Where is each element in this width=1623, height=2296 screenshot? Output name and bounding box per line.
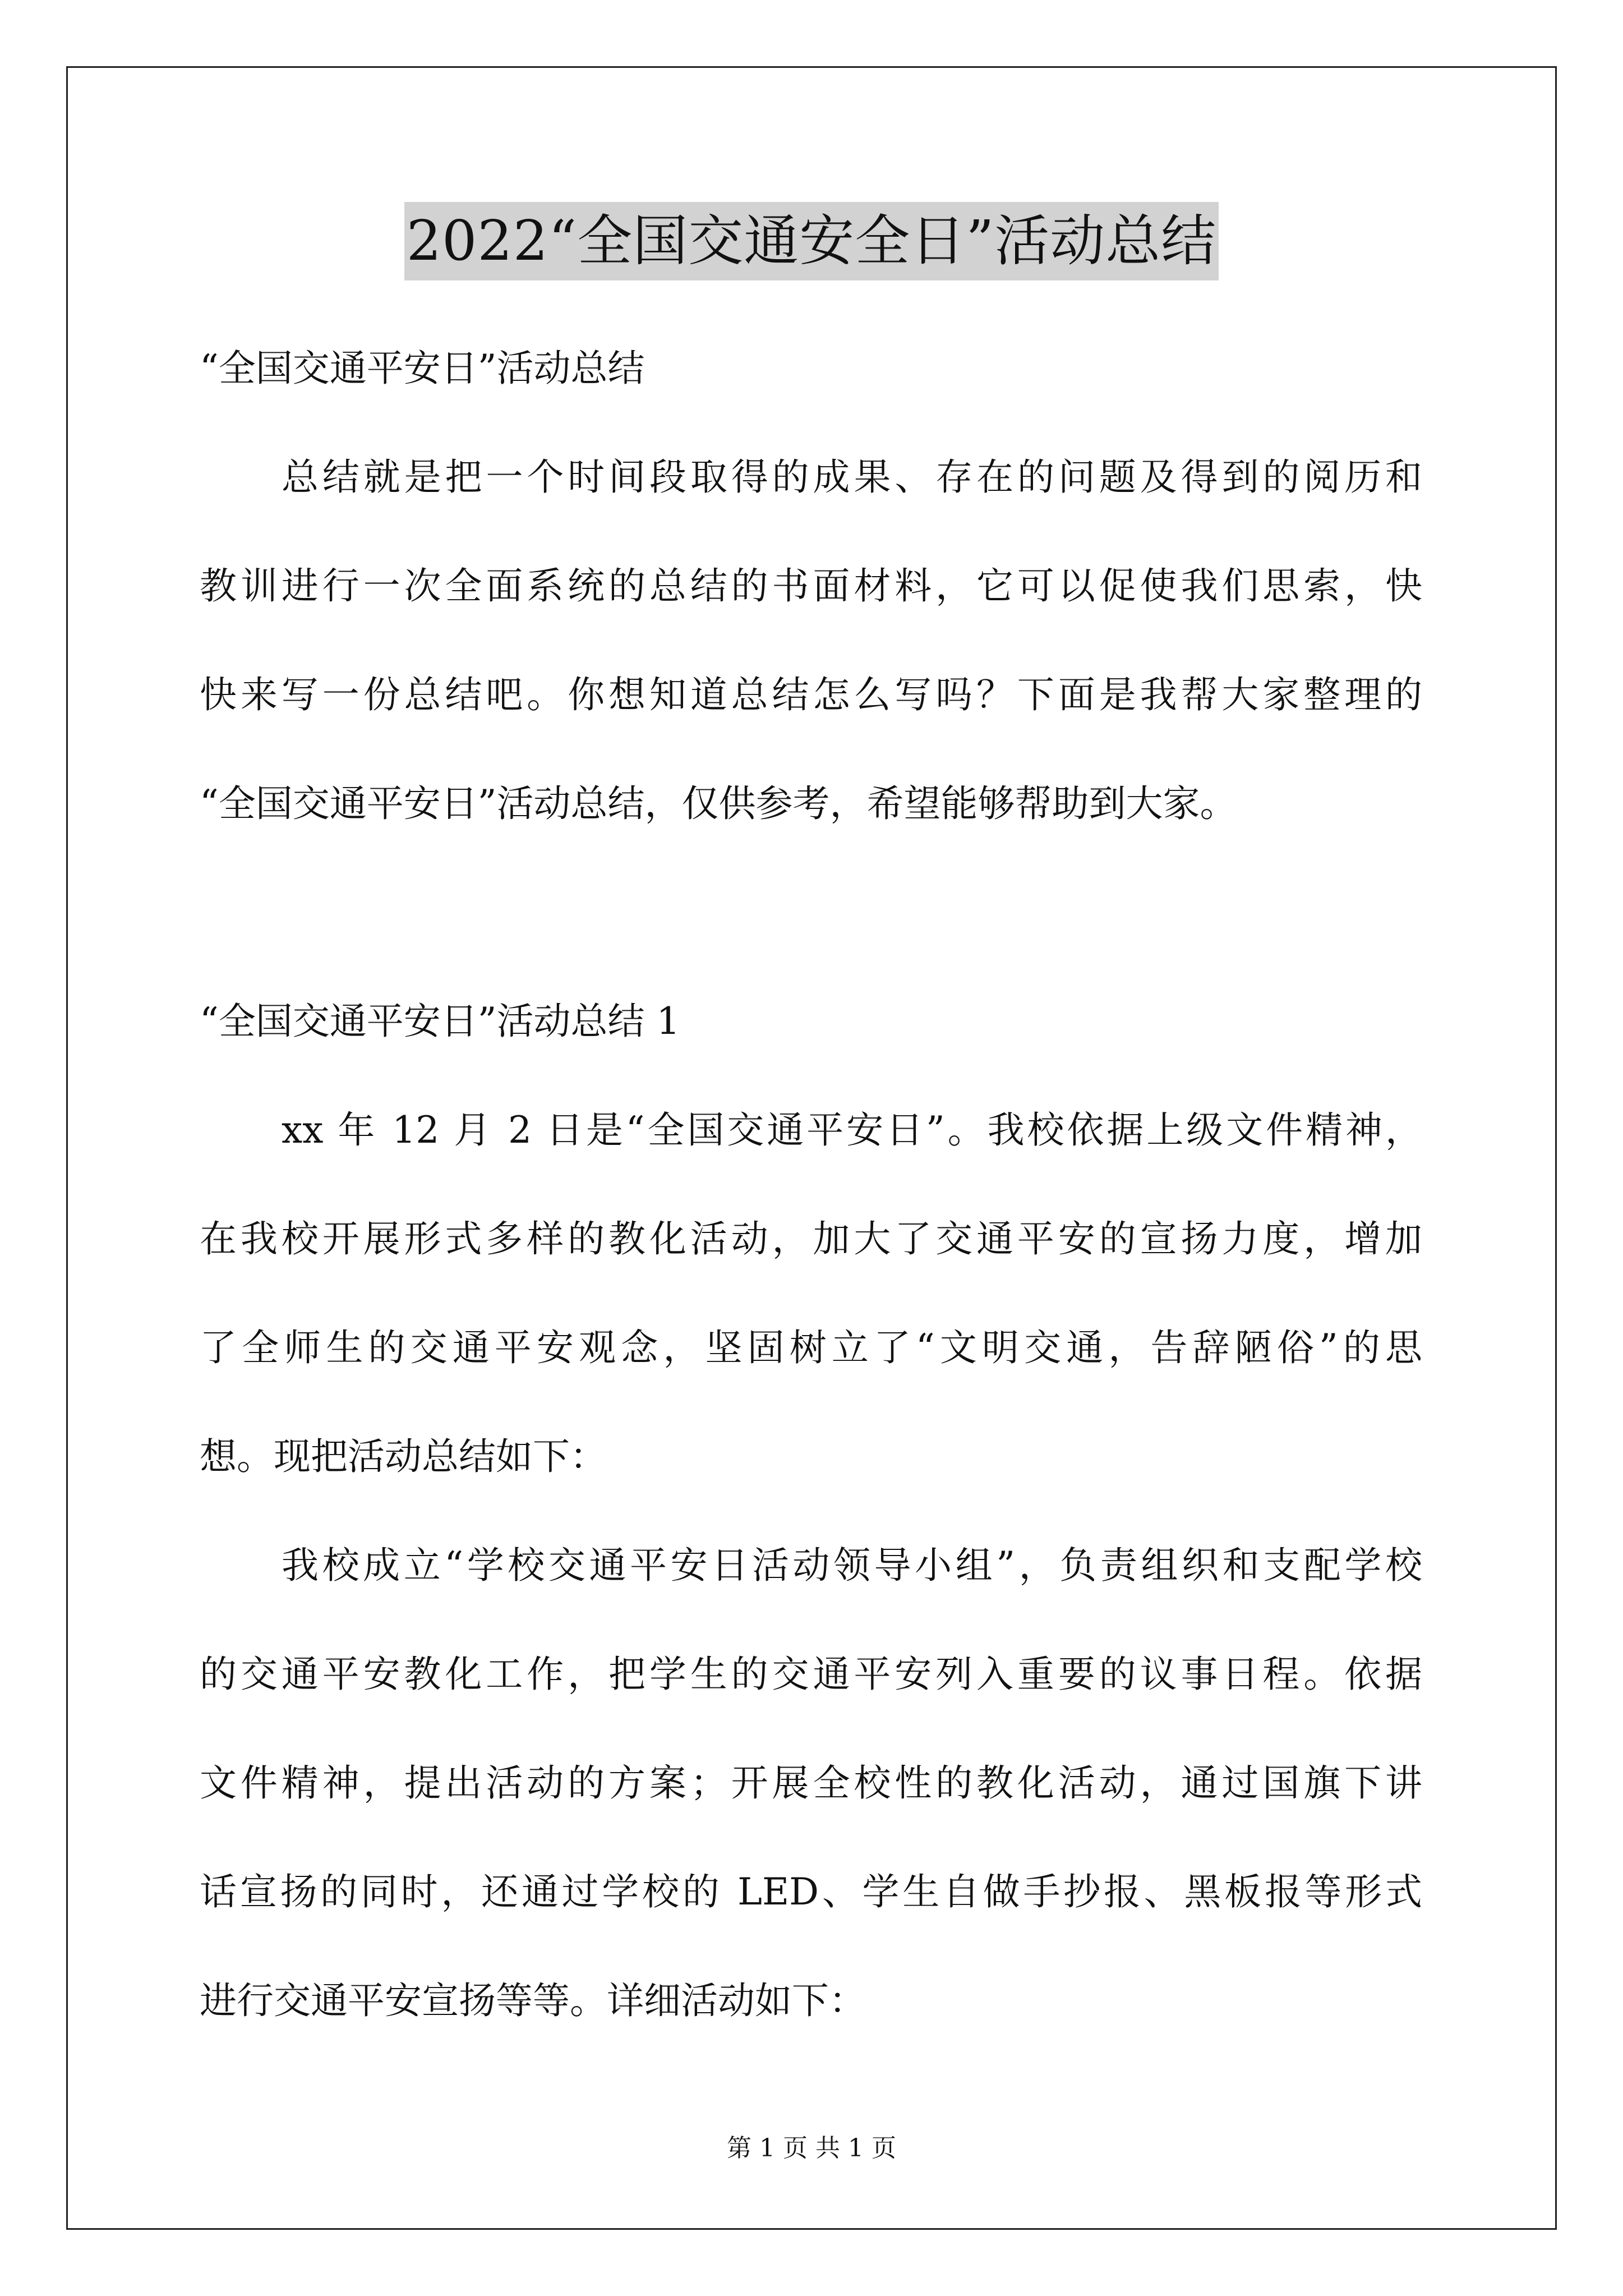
paragraph-line: 了全师生的交通平安观念，坚固树立了“文明交通，告辞陋俗”的思: [200, 1326, 1422, 1369]
paragraph-line: 想。现把活动总结如下：: [200, 1435, 607, 1478]
paragraph-line: 快来写一份总结吧。你想知道总结怎么写吗？下面是我帮大家整理的: [200, 673, 1422, 716]
paragraph-line: 文件精神，提出活动的方案；开展全校性的教化活动，通过国旗下讲: [200, 1761, 1422, 1805]
page-footer: 第 1 页 共 1 页: [727, 2134, 896, 2162]
paragraph-line: xx 年 12 月 2 日是“全国交通平安日”。我校依据上级文件精神，: [282, 1108, 1422, 1152]
document-title: 2022“全国交通安全日”活动总结: [404, 202, 1219, 280]
blank-line: [200, 858, 1422, 967]
paragraph-line: 的交通平安教化工作，把学生的交通平安列入重要的议事日程。依据: [200, 1653, 1422, 1696]
paragraph-line: 进行交通平安宣扬等等。详细活动如下：: [200, 1979, 866, 2022]
document-body: [200, 314, 1422, 2055]
paragraph-line: 我校成立“学校交通平安日活动领导小组”，负责组织和支配学校: [282, 1544, 1422, 1587]
paragraph-line: 总结就是把一个时间段取得的成果、存在的问题及得到的阅历和: [282, 455, 1422, 499]
paragraph-line: 话宣扬的同时，还通过学校的 LED、学生自做手抄报、黑板报等形式: [200, 1870, 1422, 1913]
paragraph-line: 在我校开展形式多样的教化活动，加大了交通平安的宣扬力度，增加: [200, 1217, 1422, 1260]
paragraph-line: “全国交通平安日”活动总结，仅供参考，希望能够帮助到大家。: [200, 782, 1237, 825]
title-container: [0, 202, 1623, 280]
subtitle-line: “全国交通平安日”活动总结: [200, 347, 645, 390]
section-heading: “全国交通平安日”活动总结 1: [200, 1000, 680, 1043]
paragraph-line: 教训进行一次全面系统的总结的书面材料，它可以促使我们思索，快: [200, 564, 1422, 608]
